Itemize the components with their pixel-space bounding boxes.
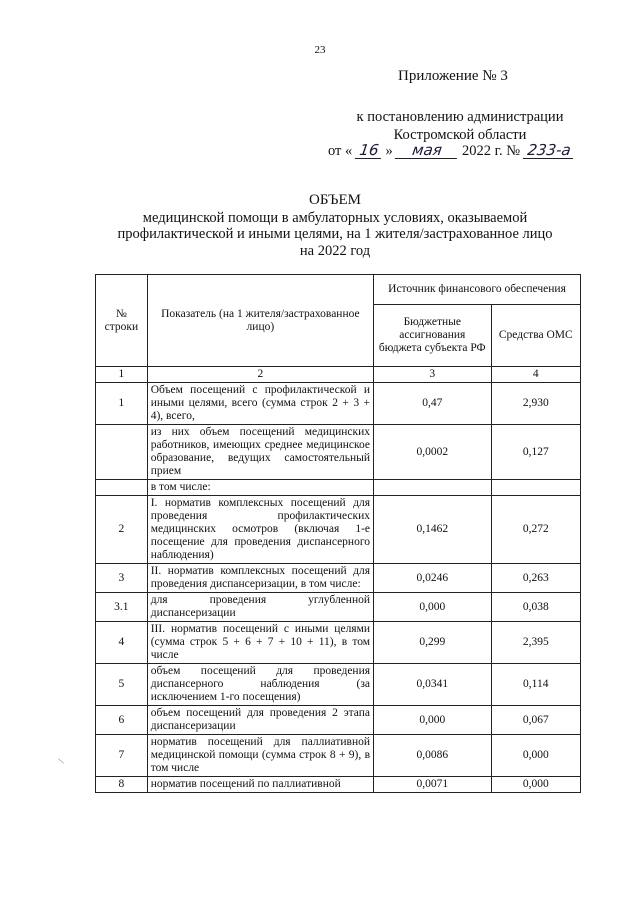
table-row <box>96 383 581 425</box>
col-number-4: 4 <box>491 367 581 383</box>
row-number: 5 <box>96 664 148 706</box>
row-indicator: норматив посещений для паллиативной медицинской помощи (сумма строк 8 + 9), в том числе <box>147 735 373 777</box>
header-source: Источник финансового обеспечения <box>374 275 581 305</box>
row-budget <box>374 480 491 496</box>
col-number-2: 2 <box>147 367 373 383</box>
table-row <box>96 496 581 564</box>
row-number: 7 <box>96 735 148 777</box>
row-budget: 0,000 <box>374 706 491 735</box>
table-row <box>96 480 581 496</box>
row-oms <box>491 480 581 496</box>
row-number: 2 <box>96 496 148 564</box>
row-oms: 2,930 <box>491 383 581 425</box>
volume-table <box>95 274 581 793</box>
table-row <box>96 622 581 664</box>
row-oms: 0,263 <box>491 564 581 593</box>
date-prefix: от « <box>328 143 353 159</box>
row-budget: 0,299 <box>374 622 491 664</box>
table-row <box>96 706 581 735</box>
table-row <box>96 735 581 777</box>
stray-pen-mark: \ <box>57 756 66 767</box>
row-oms: 2,395 <box>491 622 581 664</box>
row-oms: 0,127 <box>491 425 581 480</box>
row-number <box>96 480 148 496</box>
row-number: 1 <box>96 383 148 425</box>
row-oms: 0,114 <box>491 664 581 706</box>
row-indicator: в том числе: <box>147 480 373 496</box>
table-row <box>96 777 581 793</box>
page-number: 23 <box>314 44 326 56</box>
table-row <box>96 664 581 706</box>
row-oms: 0,038 <box>491 593 581 622</box>
row-oms: 0,000 <box>491 735 581 777</box>
decree-date-line <box>328 143 574 160</box>
date-year: 2022 г. № <box>462 143 521 159</box>
row-oms: 0,067 <box>491 706 581 735</box>
row-number: 8 <box>96 777 148 793</box>
annex-label: Приложение № 3 <box>398 68 508 84</box>
row-number: 3 <box>96 564 148 593</box>
row-indicator: II. норматив комплексных посещений для проведения диспансеризации, в том числе: <box>147 564 373 593</box>
row-budget: 0,1462 <box>374 496 491 564</box>
row-indicator: Объем посещений с профилактической и иными целями, всего (сумма строк 2 + 3 + 4), всего, <box>147 383 373 425</box>
row-number: 6 <box>96 706 148 735</box>
row-number <box>96 425 148 480</box>
row-budget: 0,0071 <box>374 777 491 793</box>
row-indicator: III. норматив посещений с иными целями (сумма строк 5 + 6 + 7 + 10 + 11), в том числе <box>147 622 373 664</box>
row-indicator: объем посещений для проведения 2 этапа диспансеризации <box>147 706 373 735</box>
row-oms: 0,272 <box>491 496 581 564</box>
decree-line-1: к постановлению администрации <box>356 109 564 125</box>
row-indicator: объем посещений для проведения диспансерного наблюдения (за исключением 1-го посещения) <box>147 664 373 706</box>
handwritten-number: 233-а <box>523 143 575 159</box>
row-number: 3.1 <box>96 593 148 622</box>
decree-line-2: Костромской области <box>393 127 527 143</box>
row-budget: 0,0002 <box>374 425 491 480</box>
row-indicator: норматив посещений по паллиативной <box>147 777 373 793</box>
title-line-3: на 2022 год <box>299 242 371 259</box>
row-budget: 0,0341 <box>374 664 491 706</box>
title-line-1: медицинской помощи в амбулаторных условиях, оказываемой <box>142 209 528 226</box>
row-budget: 0,000 <box>374 593 491 622</box>
table-row <box>96 425 581 480</box>
row-budget: 0,0246 <box>374 564 491 593</box>
header-budget: Бюджетные ассигнования бюджета субъекта РФ <box>374 305 491 367</box>
row-budget: 0,47 <box>374 383 491 425</box>
col-number-3: 3 <box>374 367 491 383</box>
col-number-1: 1 <box>96 367 148 383</box>
row-indicator: для проведения углубленной диспансеризации <box>147 593 373 622</box>
table-row <box>96 564 581 593</box>
header-indicator: Показатель (на 1 жителя/застрахованное лицо) <box>147 275 373 367</box>
decree-reference <box>330 108 590 144</box>
title-main: ОБЪЕМ <box>309 192 361 208</box>
header-row-no: № строки <box>96 275 148 367</box>
row-number: 4 <box>96 622 148 664</box>
row-indicator: из них объем посещений медицинских работников, имеющих среднее медицинское образование, ведущих самостоятельный прием <box>147 425 373 480</box>
document-title <box>90 192 580 259</box>
row-oms: 0,000 <box>491 777 581 793</box>
table-row <box>96 593 581 622</box>
handwritten-day: 16 <box>355 143 383 159</box>
row-budget: 0,0086 <box>374 735 491 777</box>
date-mid: » <box>385 143 393 159</box>
title-line-2: профилактической и иными целями, на 1 жителя/застрахованное лицо <box>117 226 553 242</box>
row-indicator: I. норматив комплексных посещений для проведения профилактических медицинских осмотров (включая 1-е посещение для проведения диспансерного наблюдения) <box>147 496 373 564</box>
header-oms: Средства ОМС <box>491 305 581 367</box>
handwritten-month: мая <box>395 143 459 159</box>
